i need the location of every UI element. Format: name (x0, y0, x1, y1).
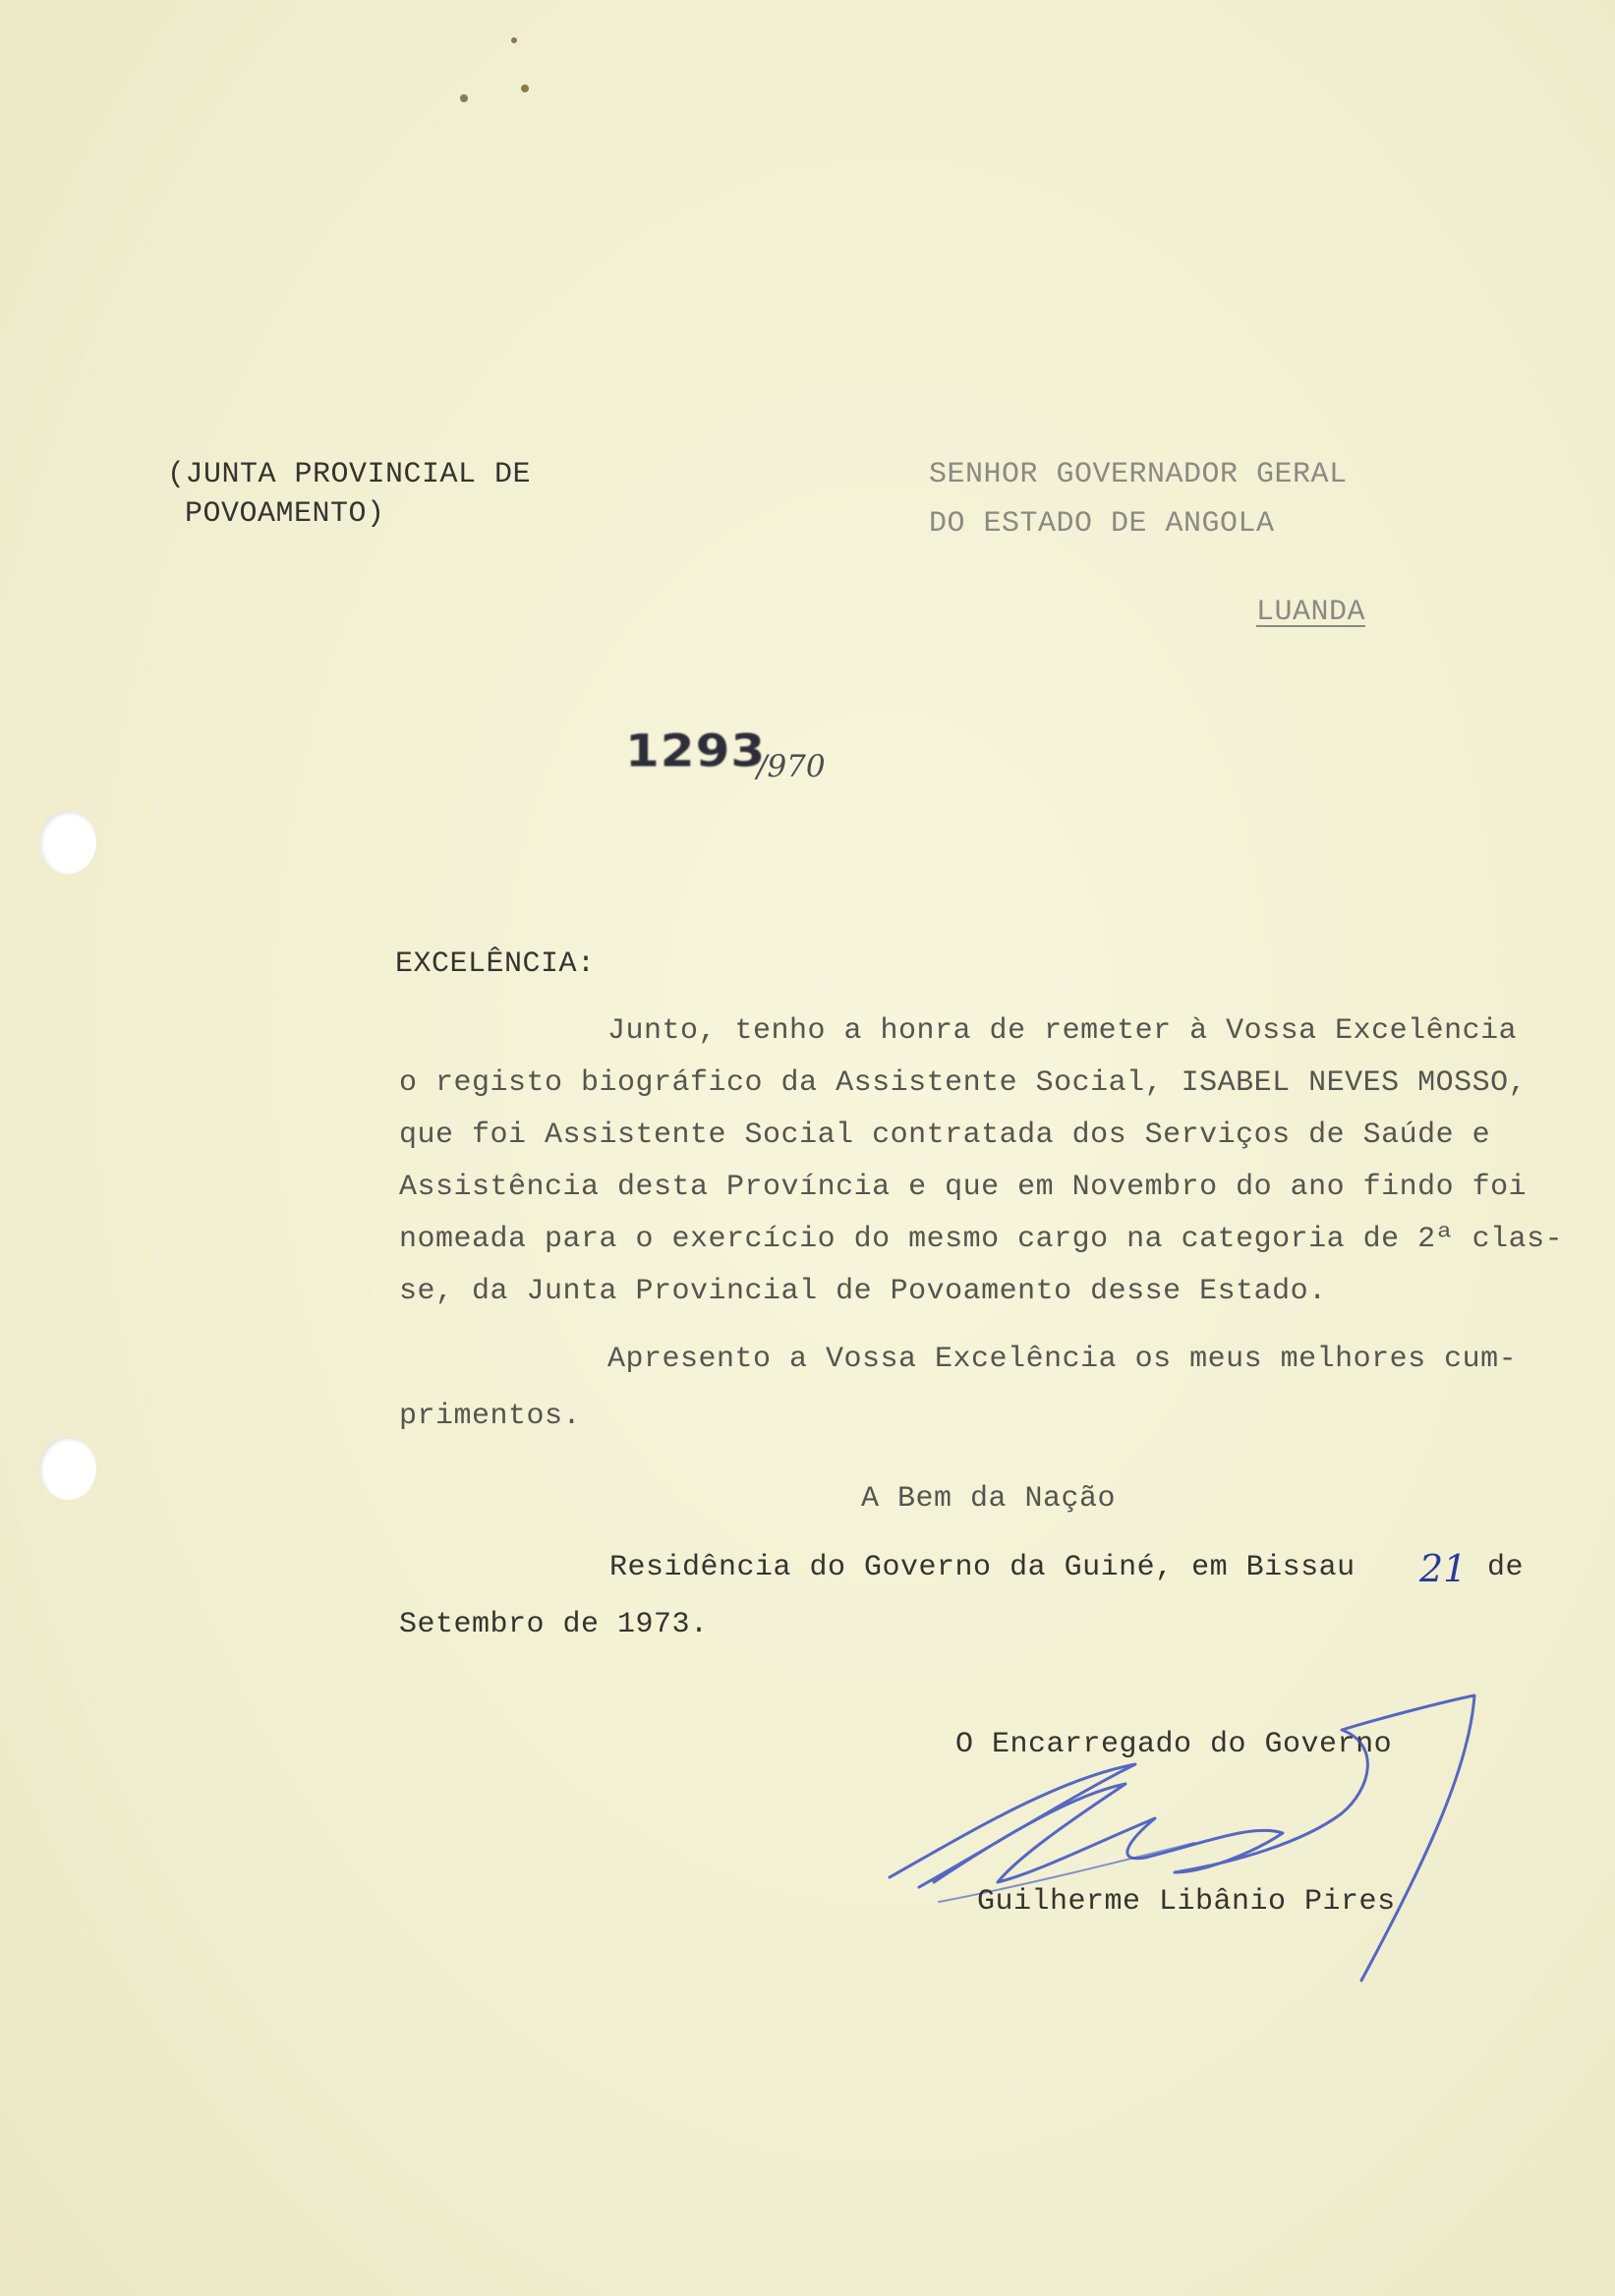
place-date-line-2: Setembro de 1973. (399, 1608, 709, 1641)
reference-number-stamp: 1293 (625, 724, 767, 777)
sender-line-2: POVOAMENTO) (185, 497, 385, 531)
sender-line-1: (JUNTA PROVINCIAL DE (167, 458, 532, 491)
handwritten-day: 21 (1419, 1547, 1468, 1590)
body-line: que foi Assistente Social contratada dos Serviços de Saúde e (399, 1119, 1491, 1152)
closing-motto: A Bem da Nação (861, 1482, 1117, 1516)
signatory-title: O Encarregado do Governo (955, 1728, 1393, 1761)
place-date-line-1-end: de (1487, 1551, 1525, 1584)
addressee-city: LUANDA (1256, 596, 1366, 629)
punch-hole-bottom (39, 1437, 96, 1500)
addressee-line-2: DO ESTADO DE ANGOLA (929, 507, 1275, 541)
addressee-line-1: SENHOR GOVERNADOR GERAL (929, 458, 1348, 491)
body-line: primentos. (399, 1400, 582, 1433)
signatory-name: Guilherme Libânio Pires (977, 1885, 1396, 1919)
body-line: se, da Junta Provincial de Povoamento desse Estado. (399, 1275, 1327, 1308)
place-date-line-1: Residência do Governo da Guiné, em Bissau (609, 1551, 1355, 1584)
body-line: Apresento a Vossa Excelência os meus melhores cum- (607, 1343, 1518, 1376)
body-line: nomeada para o exercício do mesmo cargo na categoria de 2ª clas- (399, 1223, 1564, 1256)
punch-hole-top (39, 811, 96, 874)
body-line: o registo biográfico da Assistente Social, ISABEL NEVES MOSSO, (399, 1066, 1528, 1100)
paper-speck (521, 85, 529, 92)
paper-speck (460, 94, 468, 102)
body-line: Junto, tenho a honra de remeter à Vossa Excelência (607, 1014, 1518, 1048)
paper-speck (511, 37, 517, 43)
reference-year-suffix: /970 (757, 749, 826, 784)
salutation: EXCELÊNCIA: (395, 947, 596, 981)
body-line: Assistência desta Província e que em Novembro do ano findo foi (399, 1171, 1528, 1204)
handwritten-signature (880, 1686, 1489, 2000)
